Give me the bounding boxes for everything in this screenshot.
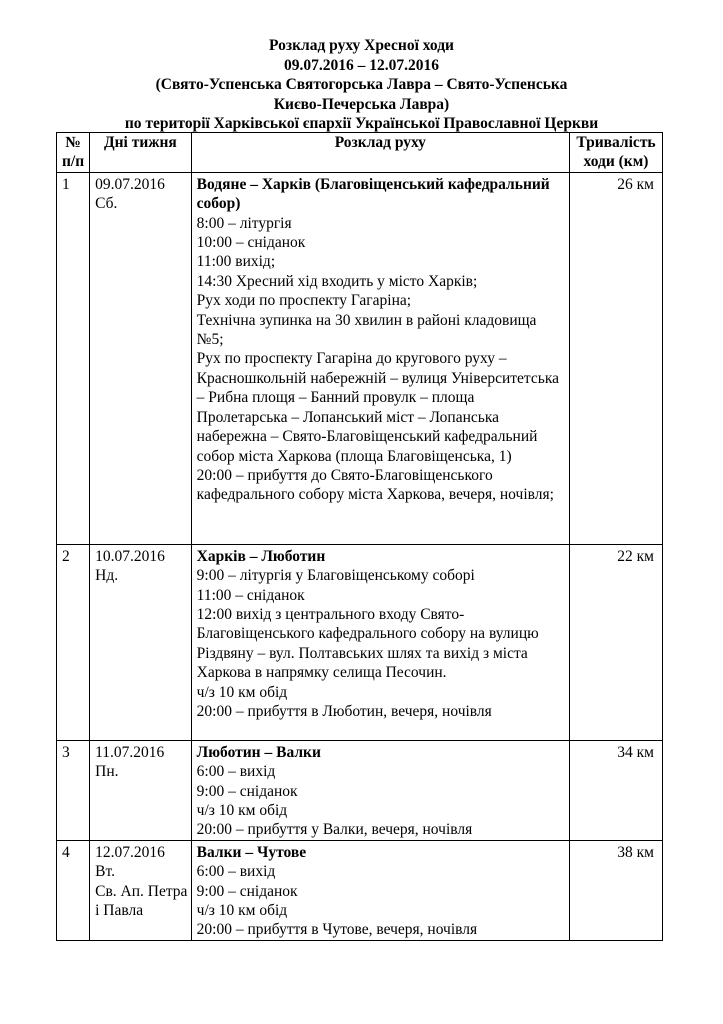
schedule-table <box>56 132 663 941</box>
schedule-line: 11:00 – сніданок <box>196 586 305 604</box>
header-days: Дні тижня <box>90 133 192 173</box>
row-schedule <box>191 840 569 940</box>
route-title: Валки – Чутове <box>196 843 307 861</box>
table-row <box>57 544 663 740</box>
document-title <box>0 36 723 134</box>
schedule-line: 9:00 – сніданок <box>196 782 298 800</box>
schedule-line: Рух ходи по проспекту Гагаріна; <box>196 292 412 310</box>
row-date: 12.07.2016 <box>95 843 165 861</box>
row-distance: 38 км <box>570 840 663 940</box>
row-schedule <box>191 172 569 544</box>
title-line-1: Розклад руху Хресної ходи <box>269 37 454 54</box>
row-weekday: Пн. <box>95 763 119 781</box>
row-weekday: Вт. <box>95 863 115 881</box>
row-feast: Св. Ап. Петра і Павла <box>95 882 188 920</box>
row-distance: 34 км <box>570 740 663 840</box>
header-duration: Тривалість ходи (км) <box>570 133 663 173</box>
schedule-line: Технічна зупинка на 30 хвилин в районі кладовища №5; <box>196 311 537 349</box>
schedule-line: 14:30 Хресний хід входить у місто Харків; <box>196 272 478 290</box>
row-day <box>90 840 192 940</box>
schedule-line: 9:00 – сніданок <box>196 882 298 900</box>
row-day <box>90 544 192 740</box>
schedule-line: 20:00 – прибуття у Валки, вечеря, ночівля <box>196 821 473 839</box>
row-distance: 26 км <box>570 172 663 544</box>
schedule-line: 9:00 – літургія у Благовіщенському соборі <box>196 567 475 585</box>
schedule-line: ч/з 10 км обід <box>196 802 288 820</box>
row-weekday: Нд. <box>95 567 119 585</box>
row-number: 2 <box>57 544 90 740</box>
header-num: № п/п <box>57 133 90 173</box>
schedule-line: 12:00 вихід з центрального входу Свято-Благовіщенського кафедрального собору на вулицю Різдвяну – вул. Полтавських шлях та вихід з міста Харкова в напрямку селища Песочин. <box>196 606 539 682</box>
row-date: 10.07.2016 <box>95 547 165 565</box>
header-schedule: Розклад руху <box>191 133 569 173</box>
table-header-row <box>57 133 663 173</box>
table-row <box>57 740 663 840</box>
route-title: Водяне – Харків (Благовіщенський кафедральний собор) <box>196 175 550 213</box>
table-row <box>57 172 663 544</box>
schedule-line: 20:00 – прибуття до Свято-Благовіщенського кафедрального собору міста Харкова, вечеря, ночівля; <box>196 466 554 504</box>
row-number: 3 <box>57 740 90 840</box>
row-day <box>90 172 192 544</box>
row-distance: 22 км <box>570 544 663 740</box>
row-number: 4 <box>57 840 90 940</box>
schedule-line: 6:00 – вихід <box>196 763 276 781</box>
schedule-line: 6:00 – вихід <box>196 863 276 881</box>
row-number: 1 <box>57 172 90 544</box>
schedule-line: 20:00 – прибуття в Чутове, вечеря, ночівля <box>196 921 478 939</box>
row-weekday: Сб. <box>95 195 118 213</box>
table-row <box>57 840 663 940</box>
schedule-line: 10:00 – сніданок <box>196 234 306 252</box>
title-dates: 09.07.2016 – 12.07.2016 <box>284 56 439 74</box>
row-schedule <box>191 740 569 840</box>
row-date: 09.07.2016 <box>95 175 165 193</box>
row-schedule <box>191 544 569 740</box>
row-day <box>90 740 192 840</box>
schedule-line: Рух по проспекту Гагаріна до кругового руху – Красношкольній набережній – вулиця Університетська – Рибна площя – Банний провулк – площа Пролетарська – Лопанський міст – Лопанська набережна – Свято-Благовіщенський кафедральний собор міста Харкова (площа Благовіщенська, 1) <box>196 350 559 465</box>
title-line-4: Києво-Печерська Лавра) <box>273 95 450 113</box>
title-line-3: (Свято-Успенська Святогорська Лавра – Свято-Успенська <box>155 76 568 93</box>
schedule-line: ч/з 10 км обід <box>196 683 288 701</box>
row-date: 11.07.2016 <box>95 743 165 761</box>
schedule-line: 11:00 вихід; <box>196 253 276 271</box>
route-title: Харків – Люботин <box>196 547 326 565</box>
schedule-line: ч/з 10 км обід <box>196 902 288 920</box>
route-title: Люботин – Валки <box>196 743 321 761</box>
schedule-line: 8:00 – літургія <box>196 214 292 232</box>
title-line-5: по території Харківської єпархії Української Православної Церкви <box>124 115 599 132</box>
schedule-line: 20:00 – прибуття в Люботин, вечеря, ночівля <box>196 703 492 721</box>
